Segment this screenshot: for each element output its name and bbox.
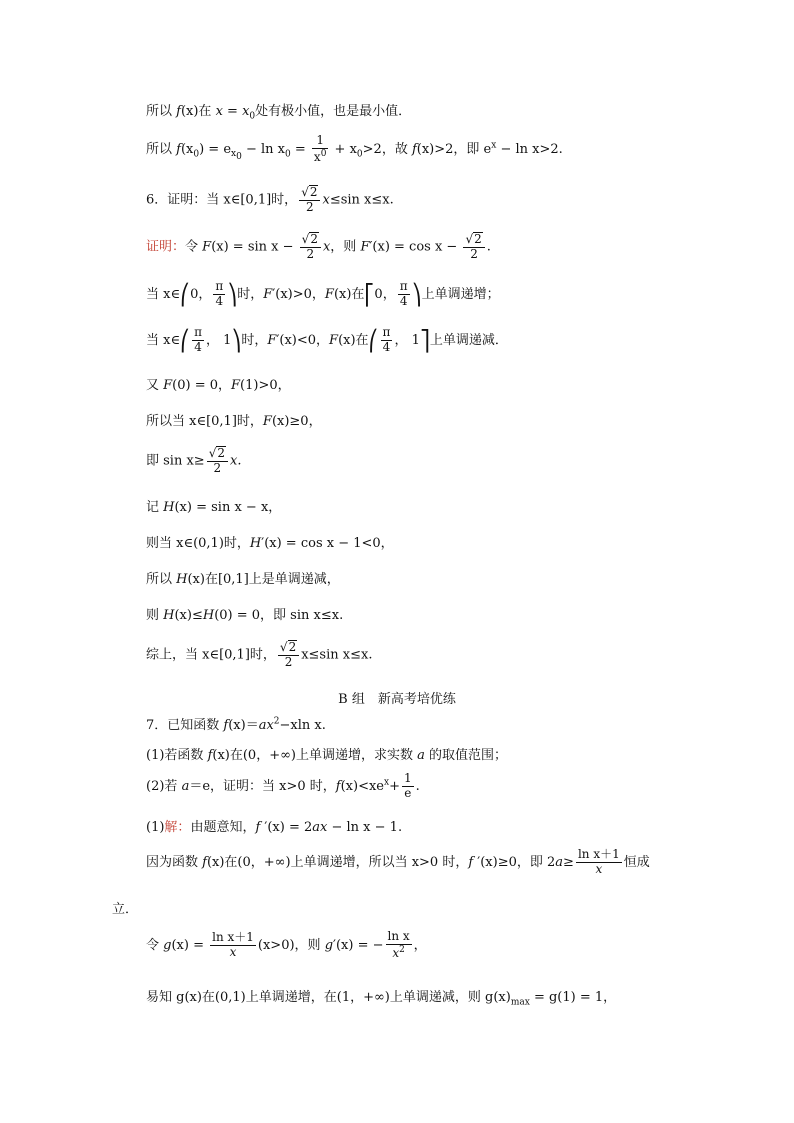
numerator: ln x＋1 — [212, 930, 254, 944]
text: max — [510, 997, 530, 1008]
text: = — [222, 104, 243, 119]
text: 即 sin x≥ — [146, 453, 205, 469]
line-1 — [146, 100, 411, 122]
fraction-lnx-over-x2 — [386, 930, 412, 961]
text: (x) = sin x − — [211, 239, 298, 255]
numerator: √2 — [278, 640, 299, 656]
text: ′(x) = − — [333, 937, 384, 953]
line-9 — [146, 446, 241, 476]
text: f — [468, 854, 474, 870]
text: (0) = 0， — [172, 378, 232, 393]
text: 则当 x∈(0,1)时， — [146, 536, 250, 551]
solution-line-1 — [146, 816, 402, 835]
fraction-lnx-plus-1-over-x — [210, 931, 256, 960]
text: (x>0)，则 — [257, 937, 325, 953]
line-10 — [146, 496, 281, 515]
denominator: x — [229, 944, 237, 959]
text: H — [249, 536, 262, 551]
text: ，则 — [330, 239, 361, 255]
solution-label: 解： — [164, 820, 191, 835]
fraction-sqrt2-over-2 — [463, 232, 484, 262]
proof-label: 证明： — [146, 239, 186, 255]
text: H — [163, 608, 175, 623]
text: ) = e — [199, 141, 232, 157]
text: (x)在[0,1]上是单调递减， — [187, 572, 340, 587]
text: H — [202, 608, 215, 623]
text: (x)在(0，+∞)上单调递增，所以当 x>0 时， — [206, 854, 469, 870]
bracket: ⎞ — [411, 282, 422, 307]
text: x — [313, 149, 321, 164]
numerator: π — [194, 325, 202, 339]
numerator: √2 — [207, 446, 228, 462]
fraction-pi-over-4 — [398, 280, 410, 309]
text: 所以 — [146, 141, 177, 157]
numerator: ln x — [387, 929, 410, 943]
line-13 — [146, 604, 343, 623]
text: (0) = 0，即 sin x≤x. — [214, 608, 344, 623]
text: (2)若 — [146, 778, 182, 794]
denominator: 2 — [306, 246, 315, 261]
denominator: 4 — [194, 339, 202, 354]
text: ax — [258, 718, 274, 733]
text: x — [322, 239, 331, 255]
text: ， 1 — [394, 332, 420, 348]
text: 又 — [146, 378, 164, 393]
solution-line-2 — [146, 848, 650, 877]
text: . — [415, 778, 420, 794]
text: x — [242, 104, 250, 119]
fraction-sqrt2-over-2 — [278, 640, 299, 670]
text: ， 1 — [205, 332, 232, 348]
numerator: √2 — [463, 232, 484, 248]
text: (1)若函数 — [146, 748, 208, 763]
fraction-sqrt2-over-2 — [300, 232, 321, 262]
text: F — [262, 414, 272, 429]
bracket: ⎡ — [364, 282, 375, 307]
text: (x)≥0， — [271, 414, 322, 429]
text: ＝e，证明：当 x>0 时， — [189, 778, 336, 794]
radicand: 2 — [309, 185, 318, 199]
text: 0 — [236, 152, 242, 163]
text: ′(x)≥0，即 2 — [473, 854, 556, 870]
solution-line-2-wrap: 立． — [112, 902, 139, 917]
text: ， — [413, 937, 427, 953]
text: 7．已知函数 — [146, 718, 224, 733]
text: 综上，当 x∈[0,1]时， — [146, 647, 276, 663]
text: ′(x)>0， — [272, 286, 325, 302]
problem-7-part-2 — [146, 772, 420, 801]
bracket: ⎛ — [180, 328, 191, 353]
text: ′(x) = cos x − — [369, 239, 462, 255]
radicand: 2 — [474, 232, 482, 246]
text: f — [335, 778, 341, 794]
text: (x)＝ — [228, 718, 259, 733]
fraction-pi-over-4 — [381, 326, 393, 355]
denominator: e — [404, 785, 412, 800]
text: ′(x) = 2 — [260, 820, 313, 835]
text: = g(1) = 1， — [529, 990, 617, 1005]
denominator: 2 — [470, 246, 478, 261]
text: F — [263, 286, 273, 302]
text: (x)在 — [333, 286, 365, 302]
text: 易知 g(x)在(0,1)上单调递增，在(1，+∞)上单调递减，则 g(x) — [146, 990, 511, 1005]
fraction-sqrt2-over-2 — [207, 446, 228, 476]
text: x — [322, 192, 330, 208]
text: f — [202, 854, 207, 870]
numerator: π — [215, 279, 224, 293]
fraction-pi-over-4 — [213, 280, 225, 309]
text: (1)>0， — [240, 378, 291, 393]
text: x — [231, 149, 237, 160]
text: 上单调递减． — [429, 332, 508, 348]
denominator: x — [595, 861, 603, 876]
text: 上单调递增； — [421, 286, 500, 302]
fraction-pi-over-4 — [192, 326, 204, 355]
text: H — [176, 572, 188, 587]
numerator: 1 — [312, 134, 329, 149]
text: >2，故 — [362, 141, 412, 157]
line-7 — [146, 374, 291, 393]
text: F — [329, 332, 339, 348]
text: 记 — [146, 500, 164, 515]
denominator — [386, 945, 412, 961]
text: x — [491, 140, 497, 151]
text: 恒成 — [623, 854, 650, 870]
numerator: ln x＋1 — [577, 847, 620, 861]
text: 2 — [273, 716, 280, 727]
text: a — [555, 854, 564, 870]
text: 6．证明：当 x∈[0,1]时， — [146, 192, 298, 208]
text: (x)在 — [338, 332, 369, 348]
text: f — [176, 141, 181, 157]
text: x. — [230, 453, 242, 469]
bracket: ⎞ — [227, 282, 238, 307]
text: 2 — [399, 944, 405, 955]
text: (x)>2，即 e — [416, 141, 492, 157]
text: a — [417, 748, 425, 763]
text: (x) = — [171, 937, 209, 953]
fraction-1-over-e — [402, 772, 414, 801]
denominator: 4 — [399, 293, 408, 308]
text: ax — [312, 820, 328, 835]
text: ≤sin x≤x. — [329, 192, 394, 208]
text: a — [181, 778, 190, 794]
bracket: ⎞ — [231, 328, 242, 353]
line-14 — [146, 640, 372, 670]
fraction — [312, 134, 329, 165]
text: x — [215, 104, 223, 119]
text: (x)在 — [180, 104, 216, 119]
text: f — [207, 748, 213, 763]
text: F — [267, 332, 277, 348]
text: x≤sin x≤x. — [301, 647, 373, 663]
line-11 — [146, 532, 394, 551]
fraction-sqrt2-over-2 — [299, 185, 320, 215]
text: −xln x. — [279, 718, 326, 733]
text: F — [231, 378, 241, 393]
text: (x)<xe — [340, 778, 385, 794]
section-heading: B 组 新高考培优练 — [338, 692, 456, 707]
text: (x — [180, 141, 194, 157]
text: 0 — [249, 111, 256, 122]
text: − ln x — [241, 141, 285, 157]
numerator: π — [399, 279, 408, 293]
text: f — [411, 141, 417, 157]
text: + x — [330, 141, 357, 157]
text: f — [176, 104, 181, 119]
text: H — [163, 500, 175, 515]
text: . — [486, 239, 491, 255]
bracket: ⎛ — [180, 282, 191, 307]
text: 时， — [241, 332, 268, 348]
text: g — [163, 937, 172, 953]
text: 则 — [146, 608, 164, 623]
text: ≥ — [563, 854, 574, 870]
text: (1) — [146, 820, 165, 835]
numerator: 1 — [404, 771, 412, 785]
line-2 — [146, 134, 563, 165]
solution-line-4 — [146, 986, 616, 1008]
text: 0 — [193, 149, 200, 160]
text: 当 x∈ — [146, 286, 181, 302]
numerator: √2 — [300, 232, 321, 248]
text: 0 — [356, 149, 363, 160]
radicand: 2 — [310, 232, 318, 246]
denominator: 2 — [306, 199, 314, 214]
radicand: 2 — [288, 640, 297, 654]
solution-line-3 — [146, 930, 427, 961]
text: ′(x)<0， — [276, 332, 330, 348]
text: − ln x − 1. — [327, 820, 403, 835]
line-8 — [146, 410, 322, 429]
bracket: ⎤ — [419, 328, 430, 353]
text: x — [392, 945, 400, 960]
denominator — [312, 149, 329, 165]
text: 当 x∈ — [146, 332, 181, 348]
text: 时， — [237, 286, 264, 302]
text: F — [360, 239, 370, 255]
line-decreasing — [146, 326, 508, 355]
text: 的取值范围； — [424, 748, 508, 763]
text: 因为函数 — [146, 854, 203, 870]
proof-start — [146, 232, 491, 262]
text: 0 — [320, 148, 327, 159]
denominator: 4 — [215, 293, 224, 308]
text: = — [290, 141, 310, 157]
text: (x)在(0，+∞)上单调递增，求实数 — [212, 748, 418, 763]
problem-7 — [146, 714, 326, 733]
text: 0， — [374, 286, 396, 302]
text: 令 — [146, 937, 164, 953]
numerator: π — [382, 325, 391, 339]
text: F — [163, 378, 173, 393]
bracket: ⎛ — [368, 328, 379, 353]
text: 0 — [285, 149, 291, 160]
line-12 — [146, 568, 340, 587]
text: (x)≤ — [174, 608, 203, 623]
text: g — [324, 937, 334, 953]
text: 处有极小值，也是最小值． — [255, 104, 412, 119]
fraction-lnx-plus-1-over-x — [576, 848, 622, 877]
text: x — [384, 777, 390, 788]
denominator: 2 — [213, 460, 222, 475]
text: 所以 — [146, 104, 177, 119]
denominator: 4 — [382, 339, 391, 354]
text: + — [389, 778, 400, 794]
radicand: 2 — [217, 446, 225, 460]
problem-6 — [146, 185, 394, 215]
text: F — [202, 239, 212, 255]
problem-7-part-1 — [146, 744, 507, 763]
text: − ln x>2. — [496, 141, 563, 157]
text: 令 — [185, 239, 203, 255]
text: 由题意知， — [190, 820, 256, 835]
denominator: 2 — [284, 654, 293, 669]
numerator: √2 — [299, 185, 320, 201]
text: 0， — [190, 286, 212, 302]
text: (x) = sin x − x， — [174, 500, 282, 515]
text: 所以当 x∈[0,1]时， — [146, 414, 263, 429]
text: ′(x) = cos x − 1<0， — [261, 536, 394, 551]
text: F — [324, 286, 334, 302]
line-increasing — [146, 280, 500, 309]
text: f — [223, 718, 229, 733]
text: f — [255, 820, 261, 835]
text: 所以 — [146, 572, 177, 587]
